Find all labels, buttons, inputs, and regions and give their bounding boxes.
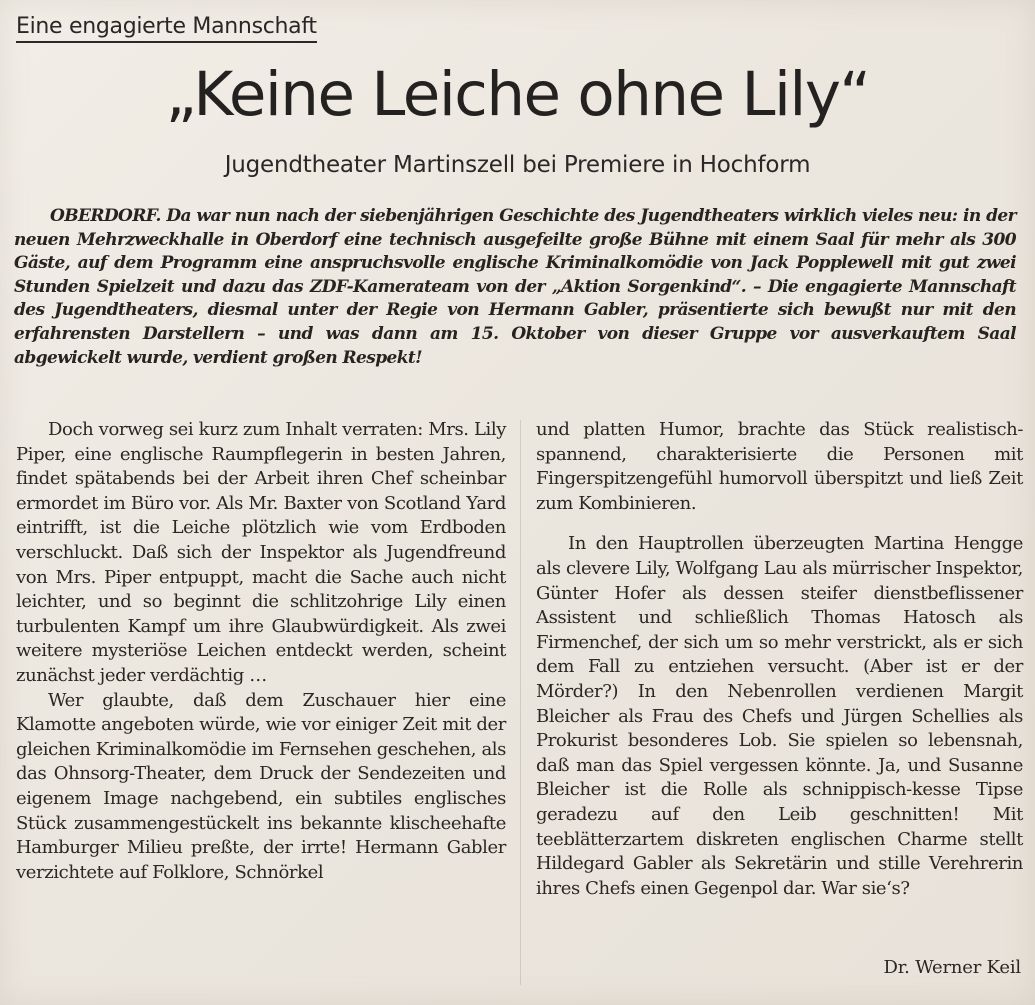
article-headline: „Keine Leiche ohne Lily“	[165, 59, 870, 130]
article-kicker: Eine engagierte Mannschaft	[16, 14, 317, 43]
article-author: Dr. Werner Keil	[883, 957, 1021, 978]
article-lead: OBERDORF. Da war nun nach der siebenjährigen Geschichte des Jugendtheaters wirklich vieles neu: in der neuen Mehrzweckhalle in Oberdorf eine technisch ausgefeilte große Bühne mit einem Saal für mehr als 300 Gäste, auf dem Programm eine anspruchsvolle englische Kriminalkomödie von Jack Popplewell mit gut zwei Stunden Spielzeit und dazu das ZDF-Kamerateam von der „Aktion Sorgenkind“. – Die engagierte Mannschaft des Jugendtheaters, diesmal unter der Regie von Hermann Gabler, präsentierte sich bewußt nur mit den erfahrensten Darstellern – und was dann am 15. Oktober von dieser Gruppe vor ausverkauftem Saal abgewickelt wurde, verdient großen Respekt!	[14, 206, 1016, 368]
column-1-paragraph-2: Wer glaubte, daß dem Zuschauer hier eine Klamotte angeboten würde, wie vor einiger Zeit mit der gleichen Kriminalkomödie im Fernsehen geschehen, als das Ohnsorg-Theater, dem Druck der Sendezeiten und eigenem Image nachgebend, ein subtiles englisches Stück zusammengestückelt ins bekannte klischeehafte Hamburger Milieu preßte, der irrte! Hermann Gabler verzichtete auf Folklore, Schnörkel	[16, 689, 506, 883]
column-1-paragraph-1: Doch vorweg sei kurz zum Inhalt verraten: Mrs. Lily Piper, eine englische Raumpflegerin in besten Jahren, findet spätabends bei der Arbeit ihren Chef scheinbar ermordet im Büro vor. Als Mr. Baxter von Scotland Yard eintrifft, ist die Leiche plötzlich wie vom Erdboden verschluckt. Daß sich der Inspektor als Jugendfreund von Mrs. Piper entpuppt, macht die Sache auch nicht leichter, und so beginnt die schlitzohrige Lily einen turbulenten Kampf um ihre Glaubwürdigkeit. Als zwei weitere mysteriöse Leichen entdeckt werden, scheint zunächst jeder verdächtig …	[16, 419, 506, 686]
column-2-paragraph-2: In den Hauptrollen überzeugten Martina Hengge als clevere Lily, Wolfgang Lau als mürrischer Inspektor, Günter Hofer als dessen steifer dienstbeflissener Assistent und schließlich Thomas Hatosch als Firmenchef, der sich um so mehr verstrickt, als er sich dem Fall zu entziehen versucht. (Aber ist er der Mörder?) In den Nebenrollen verdienen Margit Bleicher als Frau des Chefs und Jürgen Schellies als Prokurist besonderes Lob. Sie spielen so lebensnah, daß man das Spiel vergessen könnte. Ja, und Susanne Bleicher ist die Rolle als schnippisch-kesse Tipse geradezu auf den Leib geschnitten! Mit teeblätterzartem diskreten englischen Charme stellt Hildegard Gabler als Sekretärin und stille Verehrerin ihres Chefs einen Gegenpol dar. War sie‘s?	[536, 533, 1023, 899]
article-column-1	[16, 418, 506, 885]
column-2-paragraph-1: und platten Humor, brachte das Stück realistisch-spannend, charakterisierte die Personen mit Fingerspitzengefühl humorvoll überspitzt und ließ Zeit zum Kombinieren.	[536, 419, 1023, 514]
column-divider	[520, 420, 521, 985]
article-column-2	[536, 418, 1023, 901]
article-subheadline: Jugendtheater Martinszell bei Premiere in Hochform	[224, 152, 811, 178]
